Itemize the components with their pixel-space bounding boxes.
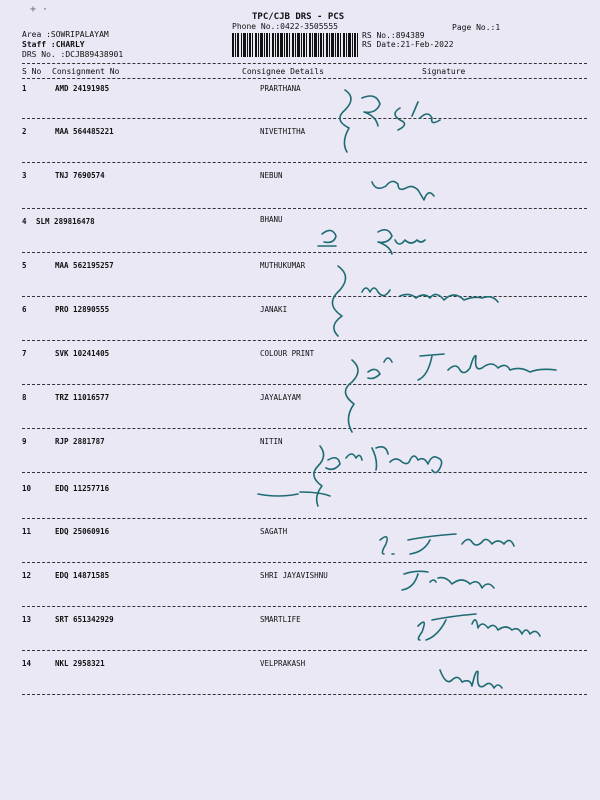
column-sno: S No [22,67,42,76]
signature-stroke [258,446,330,506]
row-consignment: PRO 12890555 [55,305,110,314]
row-consignee: VELPRAKASH [260,659,306,668]
row-consignment: TNJ 7690574 [55,171,105,180]
area-label: Area :SOWRIPALAYAM [22,30,109,39]
column-consignment: Consignment No [52,67,120,76]
row-sno: 1 [22,84,27,93]
row-consignee: JANAKI [260,305,288,314]
signature-stroke [418,614,540,640]
signature-stroke [402,571,494,590]
row-consignee: SHRI JAYAVISHNU [260,571,328,580]
row-consignee: NIVETHITHA [260,127,306,136]
row-consignment: AMD 24191985 [55,84,110,93]
row-sno: 10 [22,484,32,493]
row-sno: 8 [22,393,27,402]
row-consignment: NKL 2958321 [55,659,105,668]
row-consignment: SVK 10241405 [55,349,110,358]
row-consignee: BHANU [260,215,283,224]
row-sno: 5 [22,261,27,270]
row-consignment: EDQ 11257716 [55,484,110,493]
rs-number: RS No.:894389 [362,31,425,40]
stray-mark: + · [30,4,49,15]
row-sno: 12 [22,571,32,580]
row-consignee: JAYALAYAM [260,393,301,402]
drs-number: DRS No. :DCJB89438901 [22,50,124,59]
row-consignment: RJP 2881787 [55,437,105,446]
signature-stroke [362,288,498,302]
row-consignee: SAGATH [260,527,288,536]
row-sno: 2 [22,127,27,136]
rs-date: RS Date:21-Feb-2022 [362,40,454,49]
signature-stroke [326,447,442,473]
row-sno: 9 [22,437,27,446]
row-consignee: NEBUN [260,171,283,180]
row-consignee: NITIN [260,437,283,446]
row-sno: 11 [22,527,32,536]
row-consignment: EDQ 25060916 [55,527,110,536]
row-consignment: MAA 562195257 [55,261,114,270]
row-consignee: PRARTHANA [260,84,301,93]
signature-stroke [340,90,351,152]
signature-stroke [362,96,380,126]
phone-number: Phone No.:0422-3505555 [232,22,338,31]
signature-stroke [345,360,358,432]
row-consignment: SRT 651342929 [55,615,114,624]
row-consignee: COLOUR PRINT [260,349,315,358]
signature-stroke [380,534,514,554]
signature-stroke [318,230,336,246]
page-number: Page No.:1 [452,23,501,32]
signature-stroke [440,670,502,688]
row-sno: 7 [22,349,27,358]
signature-stroke [372,181,434,200]
row-consignment: MAA 564485221 [55,127,114,136]
row-sno: 6 [22,305,27,314]
signature-stroke [368,354,556,380]
row-consignment: TRZ 11016577 [55,393,110,402]
column-consignee: Consignee Details [242,67,324,76]
row-consignee: MUTHUKUMAR [260,261,306,270]
row-consignment: EDQ 14871585 [55,571,110,580]
signature-stroke [395,102,440,130]
column-signature: Signature [422,67,466,76]
staff-label: Staff :CHARLY [22,40,85,49]
row-sno: 14 [22,659,32,668]
row-consignee: SMARTLIFE [260,615,301,624]
document-title: TPC/CJB DRS - PCS [252,12,345,22]
row-sno: 13 [22,615,32,624]
row-consignment: SLM 289816478 [36,217,95,226]
row-sno: 4 [22,217,27,226]
signature-stroke [378,230,425,254]
signature-stroke [332,266,345,336]
row-sno: 3 [22,171,27,180]
